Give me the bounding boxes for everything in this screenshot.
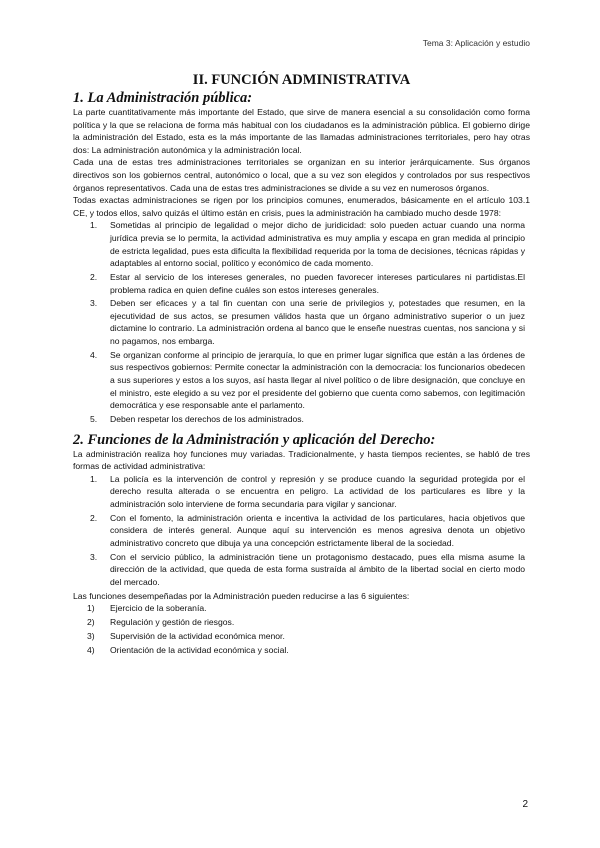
list-text: Se organizan conforme al principio de jerarquía, lo que en primer lugar significa que están a las órdenes de sus respectivos gobiernos: Permite conectar la administración con la democracia: los funcionarios obedecen a sus superiores y estos a los suyos, así hasta llegar al nivel político o de libre designación, que concluye en el ministro, este elegido a su vez por el presidente del gobierno que cuenta como sabemos, con legitimación democrática y ese responsable ante el parlamento. — [110, 349, 525, 411]
list-number: 1) — [87, 603, 95, 614]
list-number: 1. — [90, 220, 98, 231]
list-number: 3. — [90, 298, 98, 309]
list-item — [73, 413, 530, 426]
principles-list — [73, 219, 530, 425]
chapter-title: II. FUNCIÓN ADMINISTRATIVA — [192, 72, 411, 88]
list-text: Sometidas al principio de legalidad o mejor dicho de juridicidad: solo pueden actuar cuando una norma jurídica previa se lo permita, la actividad administrativa es muy amplia y escapa en gran medida al principio de estricta legalidad, pues esta dificulta la flexibilidad requerida por la toma de decisiones, técnicas rápidas y adaptables al entorno social, político y económico de cada momento. — [110, 220, 525, 269]
section-1-paragraph: Cada una de estas tres administraciones territoriales se organizan en su interior jerárquicamente. Sus órganos directivos son los gobiernos central, autonómico o local, que a su vez son elegidos y controlados por sus respectivos órganos representativos. Cada una de estas tres administraciones se divide a su vez en numerosos órganos. — [73, 157, 530, 193]
section-2-title: 2. Funciones de la Administración y aplicación del Derecho: — [73, 431, 436, 448]
list-item — [73, 271, 530, 296]
list-text: Deben ser eficaces y a tal fin cuentan con una serie de privilegios y, potestades que resumen, en la ejecutividad de sus actos, se presumen válidos hasta que un órgano administrativo superior o un juez dictamine lo contrario. La administración ordena al banco que le enseñe nuestras cuentas, nos sanciona y si no pagamos, nos embarga. — [110, 298, 525, 347]
list-text: Estar al servicio de los intereses generales, no pueden favorecer intereses particulares ni partidistas.El problema radica en quien define cuáles son estos intereses generales. — [110, 271, 525, 295]
list-text: La policía es la intervención de control y represión y se produce cuando la seguridad protegida por el derecho resulta alterada o se encuentra en peligro. La actividad de los particulares es libre y la administración solo interviene de forma secundaria para vigilar y sancionar. — [110, 473, 525, 509]
list-number: 1. — [90, 473, 98, 484]
section-1-paragraph: Todas exactas administraciones se rigen por los principios comunes, enumerados, básicamente en el artículo 103.1 CE, y todos ellos, salvo quizás el último están en crisis, pues la administración ha cambiado mucho desde 1978: — [73, 195, 530, 218]
list-item — [73, 551, 530, 589]
list-text: Regulación y gestión de riesgos. — [110, 617, 235, 628]
list-number: 4. — [90, 349, 98, 360]
section-2-after: Las funciones desempeñadas por la Administración pueden reducirse a las 6 siguientes: — [73, 590, 410, 601]
section-1-paragraph: La parte cuantitativamente más importante del Estado, que sirve de manera esencial a su consolidación como forma política y la que se relaciona de forma más habitual con los ciudadanos es la administración pública. El gobierno dirige la administración del Estado, esta es la más importante de las llamadas administraciones territoriales, pero hay otras dos: La administración autonómica y la administración local. — [73, 107, 530, 155]
functions-list — [73, 602, 530, 656]
list-text: Orientación de la actividad económica y social. — [110, 644, 289, 655]
section-1-title: 1. La Administración pública: — [73, 90, 253, 106]
list-number: 3. — [90, 551, 98, 562]
list-item — [73, 630, 530, 643]
list-item — [73, 616, 530, 629]
list-number: 2. — [90, 512, 98, 523]
list-item — [73, 602, 530, 615]
list-number: 5. — [90, 414, 98, 424]
list-text: Deben respetar los derechos de los administrados. — [110, 414, 304, 424]
list-text: Ejercicio de la soberanía. — [110, 603, 207, 614]
list-text: Con el fomento, la administración orienta e incentiva la actividad de los particulares, hacia objetivos que considera de interés general. Aunque aquí su intervención es menos agresiva denota un objetivo administrativo concreto que dibuja ya una concepción estrictamente liberal de la sociedad. — [110, 512, 525, 548]
running-header: Tema 3: Aplicación y estudio — [422, 38, 530, 48]
list-number: 2) — [87, 617, 95, 628]
page-number: 2 — [522, 799, 528, 810]
section-2-intro: La administración realiza hoy funciones muy variadas. Tradicionalmente, y hasta tiempos recientes, se habló de tres formas de actividad administrativa: — [73, 448, 530, 472]
activity-forms-list — [73, 473, 530, 589]
list-number: 2. — [90, 271, 98, 282]
list-number: 4) — [87, 644, 95, 655]
list-item — [73, 349, 530, 412]
list-item — [73, 219, 530, 269]
list-item — [73, 473, 530, 511]
list-item — [73, 512, 530, 550]
list-item — [73, 644, 530, 657]
list-text: Con el servicio público, la administración tiene un protagonismo destacado, pues ella misma asume la dirección de la actividad, que queda de esta forma sustraída al ámbito de la libertad social en cierto modo del mercado. — [110, 551, 525, 587]
list-text: Supervisión de la actividad económica menor. — [110, 630, 285, 641]
list-number: 3) — [87, 630, 95, 641]
page-body — [73, 70, 530, 657]
list-item — [73, 297, 530, 347]
